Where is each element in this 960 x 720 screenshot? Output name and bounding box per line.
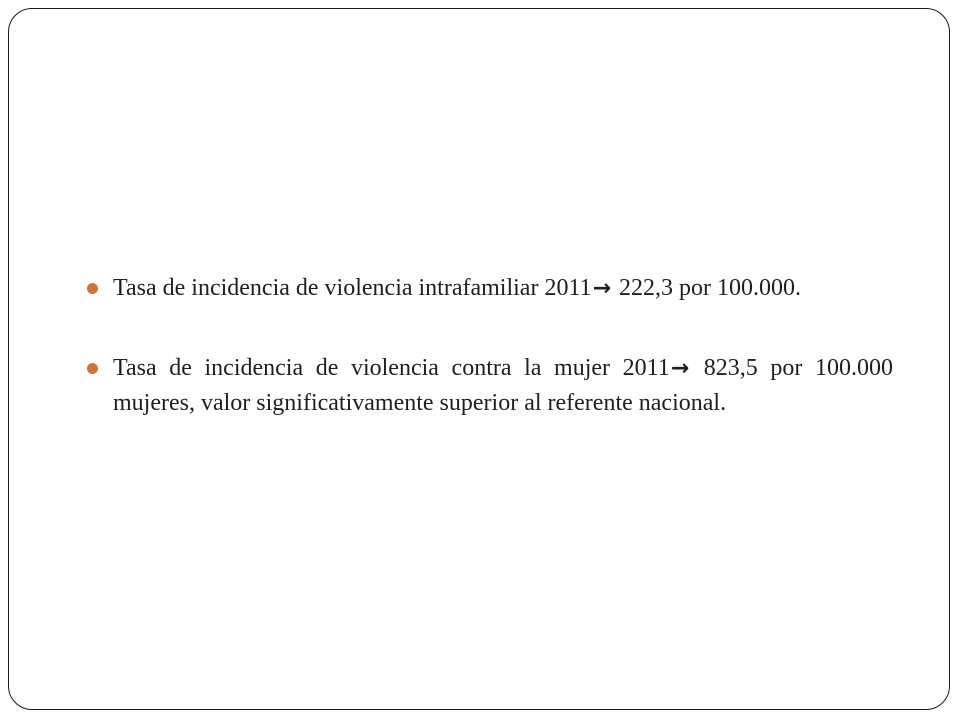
arrow-right-icon: →: [592, 276, 611, 301]
bullet-lead-text: Tasa de incidencia de violencia contra la mujer 2011: [113, 355, 670, 381]
arrow-right-icon: →: [670, 356, 690, 381]
bullet-dot-icon: [87, 283, 98, 294]
bullet-list: [87, 271, 893, 420]
bullet-item-mujer: [87, 351, 893, 420]
bullet-dot-icon: [87, 363, 98, 374]
bullet-rest-text: 823,5 por 100.000 mujeres, valor significativamente superior al referente nacional.: [113, 355, 893, 416]
bullet-lead-text: Tasa de incidencia de violencia intrafamiliar 2011: [113, 275, 592, 301]
slide-frame: [8, 8, 950, 710]
bullet-rest-text: 222,3 por 100.000.: [613, 275, 801, 301]
bullet-item-intrafamiliar: [87, 271, 893, 306]
